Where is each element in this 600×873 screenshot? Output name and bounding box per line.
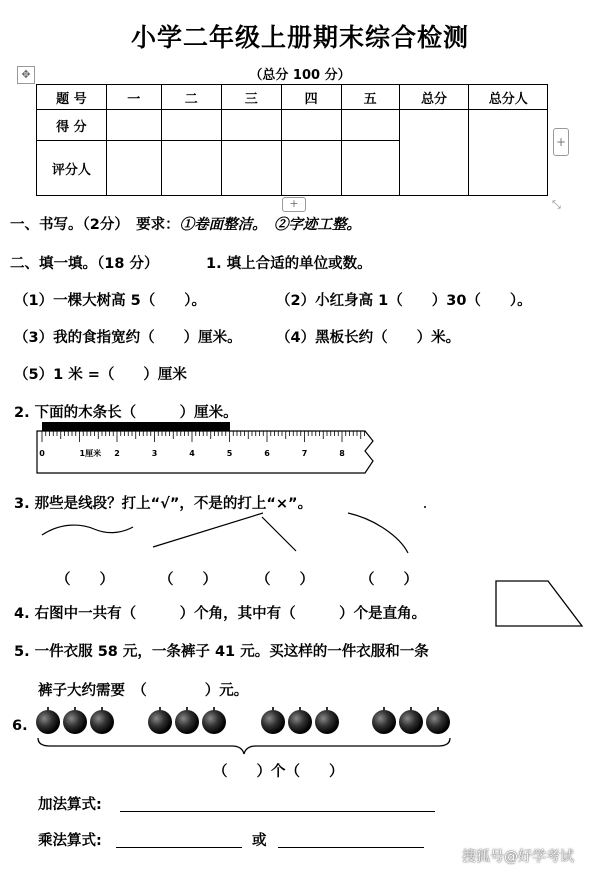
section1-req1: ①卷面整洁。 bbox=[179, 216, 260, 233]
apple-icon bbox=[148, 710, 172, 734]
table-move-icon[interactable]: ✥ bbox=[17, 66, 35, 84]
ruler-label: 7 bbox=[301, 449, 308, 458]
table-header-cell: 一 bbox=[106, 85, 161, 110]
page-title: 小学二年级上册期末综合检测 bbox=[130, 23, 469, 52]
table-header-cell: 总分 bbox=[399, 85, 469, 110]
question-6-answer[interactable]: （ ）个（ ） bbox=[213, 764, 344, 780]
add-row-button[interactable]: + bbox=[282, 197, 306, 212]
table-cell[interactable] bbox=[281, 141, 341, 196]
curve-line-4 bbox=[348, 513, 408, 553]
section1-text: 一、书写。（2分） 要求： bbox=[10, 217, 180, 233]
fill-item-5: （5）1 米 =（ ）厘米 bbox=[14, 367, 187, 383]
table-cell[interactable] bbox=[341, 110, 399, 141]
table-cell[interactable] bbox=[399, 110, 469, 196]
apple-icon bbox=[426, 710, 450, 734]
addition-answer-line[interactable] bbox=[120, 811, 435, 812]
table-cell[interactable] bbox=[341, 141, 399, 196]
apple-icon bbox=[202, 710, 226, 734]
table-header-cell: 题 号 bbox=[37, 85, 107, 110]
answer-blank-4[interactable]: （ ） bbox=[360, 572, 418, 588]
score-row-label: 得 分 bbox=[37, 110, 107, 141]
total-score-subtitle: （总分 100 分） bbox=[249, 68, 351, 83]
section2-q1: 1. 填上合适的单位或数。 bbox=[206, 256, 372, 272]
question-2: 2. 下面的木条长（ ）厘米。 bbox=[14, 405, 238, 421]
ruler-labels bbox=[39, 448, 345, 458]
table-header-cell: 总分人 bbox=[469, 85, 548, 110]
table-header-cell: 二 bbox=[161, 85, 221, 110]
ruler-ticks bbox=[42, 431, 365, 442]
table-cell[interactable] bbox=[106, 141, 161, 196]
ruler-label: 4 bbox=[189, 449, 195, 458]
table-header-cell: 五 bbox=[341, 85, 399, 110]
table-header-cell: 四 bbox=[281, 85, 341, 110]
apple-icon bbox=[175, 710, 199, 734]
question-5-line2: 裤子大约需要 （ ）元。 bbox=[38, 683, 249, 699]
apple-icon bbox=[372, 710, 396, 734]
question-4: 4. 右图中一共有（ ）个角，其中有（ ）个是直角。 bbox=[14, 606, 427, 622]
question-5-line1: 5. 一件衣服 58 元，一条裤子 41 元。买这样的一件衣服和一条 bbox=[14, 644, 429, 660]
ruler-label: 0 bbox=[39, 449, 45, 458]
table-cell[interactable] bbox=[221, 141, 281, 196]
or-label: 或 bbox=[252, 833, 267, 849]
table-cell[interactable] bbox=[221, 110, 281, 141]
ruler-label: 1厘米 bbox=[79, 449, 102, 458]
multiplication-label: 乘法算式: bbox=[38, 833, 102, 849]
apple-icon bbox=[90, 710, 114, 734]
dot-mark bbox=[424, 506, 426, 508]
section2-head: 二、填一填。（18 分） bbox=[10, 256, 159, 272]
table-cell[interactable] bbox=[281, 110, 341, 141]
apple-icon bbox=[399, 710, 423, 734]
table-row bbox=[37, 110, 548, 141]
apple-icon bbox=[261, 710, 285, 734]
fill-item-3: （3）我的食指宽约（ ）厘米。 bbox=[14, 330, 242, 346]
segment-3 bbox=[262, 517, 296, 551]
fill-item-2: （2）小红身高 1（ ）30（ ）。 bbox=[276, 293, 532, 309]
ruler-label: 8 bbox=[339, 449, 345, 458]
multiplication-answer-line-2[interactable] bbox=[278, 847, 424, 848]
question-6-label: 6. bbox=[12, 718, 28, 734]
ruler-figure bbox=[35, 421, 375, 475]
section1-line bbox=[10, 213, 361, 234]
ruler-label: 2 bbox=[114, 449, 120, 458]
ruler-label: 5 bbox=[226, 449, 233, 458]
fill-item-1: （1）一棵大树高 5（ ）。 bbox=[14, 293, 206, 309]
table-cell[interactable] bbox=[106, 110, 161, 141]
grader-row-label: 评分人 bbox=[37, 141, 107, 196]
trapezoid-shape bbox=[494, 579, 586, 629]
table-cell[interactable] bbox=[161, 110, 221, 141]
fill-item-4: （4）黑板长约（ ）米。 bbox=[276, 330, 461, 346]
wood-strip bbox=[42, 422, 230, 431]
line-figures bbox=[30, 505, 430, 560]
section1-req2: ②字迹工整。 bbox=[273, 216, 361, 233]
add-column-button[interactable]: + bbox=[553, 128, 569, 156]
apple-icon bbox=[288, 710, 312, 734]
table-cell[interactable] bbox=[469, 110, 548, 196]
answer-blank-3[interactable]: （ ） bbox=[256, 572, 314, 588]
multiplication-answer-line-1[interactable] bbox=[116, 847, 242, 848]
ruler-label: 6 bbox=[264, 449, 270, 458]
curve-line-1 bbox=[42, 525, 133, 535]
brace bbox=[36, 736, 452, 758]
answer-blank-2[interactable]: （ ） bbox=[159, 572, 217, 588]
addition-label: 加法算式: bbox=[38, 797, 102, 813]
score-table bbox=[36, 84, 548, 196]
table-row bbox=[37, 85, 548, 110]
apple-icon bbox=[315, 710, 339, 734]
table-cell[interactable] bbox=[161, 141, 221, 196]
ruler-label: 3 bbox=[151, 449, 158, 458]
table-header-cell: 三 bbox=[221, 85, 281, 110]
watermark: 搜狐号@好学考试 bbox=[462, 849, 574, 865]
segment-2 bbox=[153, 513, 263, 547]
apple-icon bbox=[63, 710, 87, 734]
question-3: 3. 那些是线段？打上“√”，不是的打上“×”。 bbox=[14, 496, 313, 512]
table-resize-icon[interactable]: ⤡ bbox=[552, 198, 561, 211]
answer-blank-1[interactable]: （ ） bbox=[56, 572, 114, 588]
apple-icon bbox=[36, 710, 60, 734]
